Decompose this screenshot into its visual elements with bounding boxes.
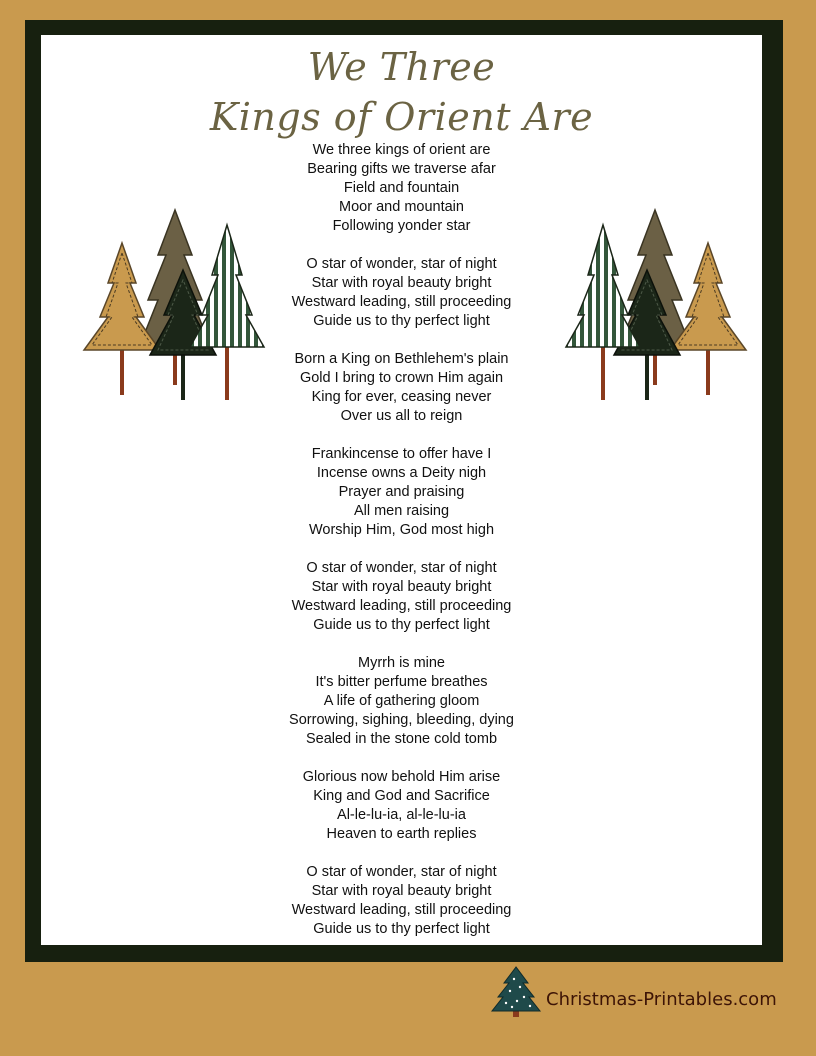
lyric-line: Frankincense to offer have I [311, 446, 492, 462]
lyric-line: Sealed in the stone cold tomb [305, 731, 498, 747]
lyric-line: King for ever, ceasing never [311, 389, 492, 405]
tan-tree-icon [670, 243, 746, 395]
lyric-line: Glorious now behold Him arise [302, 769, 501, 785]
right-trees-illustration [560, 205, 752, 405]
lyric-stanza [41, 863, 762, 939]
lyric-line: Prayer and praising [338, 484, 465, 500]
lyric-line: Born a King on Bethlehem's plain [294, 351, 509, 367]
lyric-stanza [41, 559, 762, 635]
lyric-line: Field and fountain [343, 180, 460, 196]
lyric-line: A life of gathering gloom [323, 693, 480, 709]
tan-tree-icon [84, 243, 160, 395]
lyric-line: Following yonder star [332, 218, 471, 234]
lyric-line: Bearing gifts we traverse afar [307, 161, 496, 177]
lyric-line: Guide us to thy perfect light [313, 313, 490, 329]
lyric-line: Heaven to earth replies [326, 826, 477, 842]
lyric-stanza [41, 768, 762, 844]
lyric-line: Westward leading, still proceeding [291, 598, 512, 614]
lyric-line: Westward leading, still proceeding [291, 902, 512, 918]
lyric-line: Guide us to thy perfect light [313, 921, 490, 937]
lyric-line: King and God and Sacrifice [313, 788, 490, 804]
lyric-line: Worship Him, God most high [308, 522, 495, 538]
lyric-line: Westward leading, still proceeding [291, 294, 512, 310]
lyric-line: Star with royal beauty bright [311, 275, 492, 291]
lyric-line: O star of wonder, star of night [306, 864, 497, 880]
lyric-line: Guide us to thy perfect light [313, 617, 490, 633]
page-title [41, 42, 762, 142]
lyric-line: It's bitter perfume breathes [315, 674, 488, 690]
lyric-line: Star with royal beauty bright [311, 883, 492, 899]
lyric-line: All men raising [353, 503, 450, 519]
lyric-line: Moor and mountain [339, 199, 464, 215]
left-trees-illustration [78, 205, 270, 405]
lyric-line: We three kings of orient are [312, 142, 491, 158]
title-line-2: Kings of Orient Are [209, 95, 594, 139]
lyric-line: Star with royal beauty bright [311, 579, 492, 595]
lyric-line: Sorrowing, sighing, bleeding, dying [289, 712, 514, 728]
lyric-line: O star of wonder, star of night [306, 256, 497, 272]
lyric-line: Gold I bring to crown Him again [299, 370, 504, 386]
footer-brand[interactable] [490, 965, 777, 1020]
lyric-line: Myrrh is mine [357, 655, 445, 671]
lyric-stanza [41, 445, 762, 540]
lyric-line: Over us all to reign [340, 408, 463, 424]
brand-link[interactable]: Christmas-Printables.com [546, 989, 777, 1010]
title-line-1: We Three [307, 45, 496, 89]
lyric-line: Al-le-lu-ia, al-le-lu-ia [337, 807, 466, 823]
lyric-line: Incense owns a Deity nigh [316, 465, 487, 481]
lyric-line: O star of wonder, star of night [306, 560, 497, 576]
christmas-tree-icon [490, 965, 542, 1020]
lyric-stanza [41, 654, 762, 749]
